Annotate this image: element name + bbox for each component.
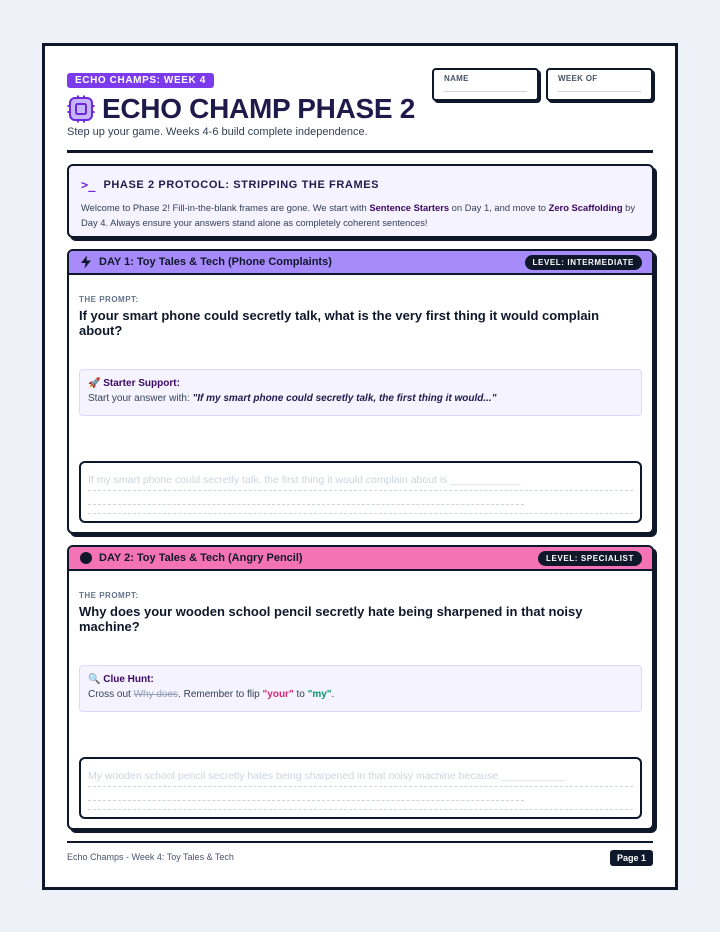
clue-hunt-text [88, 689, 334, 700]
starter-support-title: 🚀 Starter Support: [88, 378, 180, 389]
answer-line [88, 800, 524, 801]
week-of-label: WEEK OF [558, 74, 598, 83]
day-2-prompt-label: THE PROMPT: [79, 591, 139, 600]
answer-line [88, 490, 633, 491]
name-line [444, 91, 527, 92]
day-2-prompt: Why does your wooden school pencil secretly hate being sharpened in that noisy machine? [79, 604, 583, 634]
sentence-starter: "If my smart phone could secretly talk, the first thing it would..." [192, 393, 497, 404]
day-2-header [69, 547, 652, 571]
starter-lead: Start your answer with: [88, 393, 193, 404]
clue-lead: Cross out [88, 689, 134, 700]
header-divider [67, 150, 653, 153]
protocol-box [67, 164, 654, 238]
worksheet-page [42, 43, 678, 890]
day-1-starter-support [79, 369, 642, 416]
footer-divider [67, 841, 653, 843]
day-2-answer-box[interactable] [79, 757, 642, 819]
clue-word-my: "my" [307, 689, 332, 700]
protocol-bold-zero-scaffolding: Zero Scaffolding [548, 202, 623, 213]
day-1-prompt: If your smart phone could secretly talk, what is the very first thing it would complain about? [79, 308, 600, 338]
day-1-answer-box[interactable] [79, 461, 642, 523]
clue-strike-words: Why does [133, 689, 179, 700]
chip-icon [67, 95, 95, 123]
page-title: ECHO CHAMP PHASE 2 [102, 93, 416, 124]
day-1-header [69, 251, 652, 275]
clue-word-your: "your" [262, 689, 294, 700]
protocol-bold-sentence-starters: Sentence Starters [369, 202, 450, 213]
day-1-answer-placeholder: If my smart phone could secretly talk, the first thing it would complain about is ____________ [88, 474, 521, 486]
day-2-card [67, 545, 654, 830]
protocol-text-part: by Day 4. Always ensure your answers stand alone as completely coherent sentences! [81, 202, 636, 228]
protocol-text [81, 200, 640, 230]
answer-line [88, 809, 633, 810]
clue-mid: . Remember to flip [178, 689, 263, 700]
day-2-answer-placeholder: My wooden school pencil secretly hates being sharpened in that noisy machine because ___________ [88, 770, 566, 782]
answer-line [88, 513, 633, 514]
week-badge: ECHO CHAMPS: WEEK 4 [67, 73, 214, 88]
answer-line [88, 504, 524, 505]
name-field[interactable] [432, 68, 539, 101]
day-1-card [67, 249, 654, 534]
page-subtitle: Step up your game. Weeks 4-6 build complete independence. [67, 126, 368, 138]
terminal-icon: >_ [81, 178, 96, 192]
clue-hunt-title: 🔍 Clue Hunt: [88, 674, 154, 685]
day-2-title: DAY 2: Toy Tales & Tech (Angry Pencil) [99, 552, 303, 564]
starter-support-text [88, 393, 496, 404]
protocol-text-part: on Day 1, and move to [449, 202, 549, 213]
week-of-line [558, 91, 641, 92]
protocol-title: PHASE 2 PROTOCOL: STRIPPING THE FRAMES [103, 179, 380, 191]
circle-icon [79, 551, 93, 565]
answer-line [88, 786, 633, 787]
day-1-level-badge: LEVEL: INTERMEDIATE [525, 255, 642, 270]
day-1-title: DAY 1: Toy Tales & Tech (Phone Complaints) [99, 256, 332, 268]
protocol-header [81, 178, 379, 192]
lightning-icon [79, 255, 93, 269]
week-of-field[interactable] [546, 68, 653, 101]
protocol-text-part: Welcome to Phase 2! Fill-in-the-blank frames are gone. We start with [81, 202, 370, 213]
day-2-level-badge: LEVEL: SPECIALIST [538, 551, 642, 566]
clue-end: . [331, 689, 335, 700]
day-2-clue-hunt [79, 665, 642, 712]
clue-to: to [293, 689, 308, 700]
day-1-prompt-label: THE PROMPT: [79, 295, 139, 304]
page-number-badge: Page 1 [610, 850, 653, 866]
footer-text: Echo Champs - Week 4: Toy Tales & Tech [67, 852, 234, 862]
name-label: NAME [444, 74, 469, 83]
title-row [67, 93, 415, 125]
